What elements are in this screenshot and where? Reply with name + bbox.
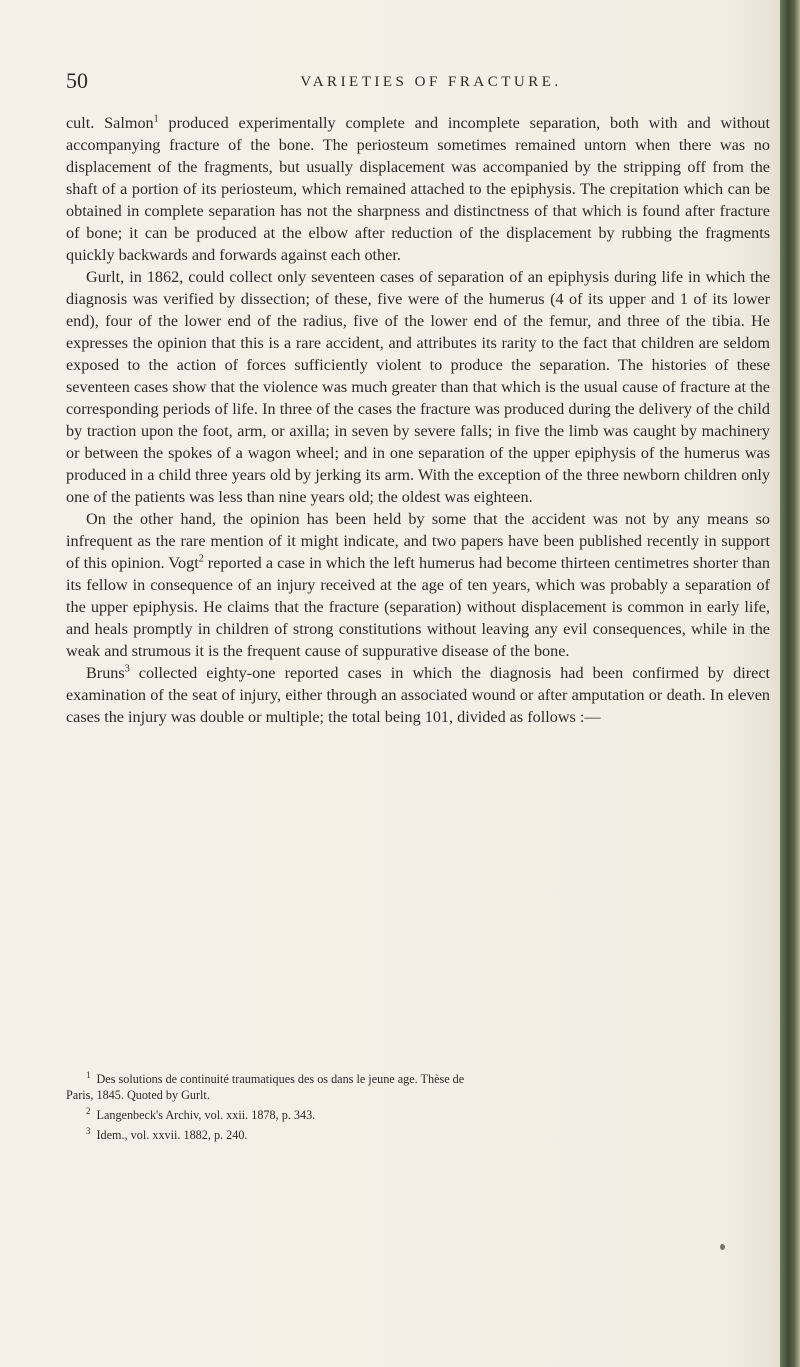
paragraph-2: Gurlt, in 1862, could collect only seventeen cases of separation of an epiphysis during life in which the diagnosis was verified by dissection; of these, five were of the humerus (4 of its upper and 1 of its lower end), four of the lower end of the radius, five of the lower end of the femur, and three of the tibia. He expresses the opinion that this is a rare accident, and attributes its rarity to the fact that children are seldom exposed to the action of forces sufficiently violent to produce the separation. The histories of these seventeen cases show that the violence was much greater than that which is the usual cause of fracture at the corresponding periods of life. In three of the cases the fracture was produced during the delivery of the child by traction upon the foot, arm, or axilla; in seven by severe falls; in five the limb was caught by machinery or between the spokes of a wagon wheel; and in one separation of the upper epiphysis of the humerus was produced in a child three years old by jerking its arm. With the exception of the three newborn children only one of the patients was less than nine years old; the oldest was eighteen. bbox=[66, 268, 770, 506]
page-number: 50 bbox=[66, 68, 88, 93]
paragraph-3-text-a: On the other hand, the opinion has been held by some that the accident was not by any means so infrequent as the rare mention of it might indicate, and two papers have been published recently in support of this opinion. Vogt bbox=[66, 510, 770, 572]
footnote-2-text: Langenbeck's Archiv, vol. xxii. 1878, p. 343. bbox=[96, 1108, 316, 1123]
footnote-ref-1: 1 bbox=[153, 113, 159, 125]
page-header bbox=[66, 68, 766, 98]
footnote-ref-2: 2 bbox=[198, 553, 204, 565]
paragraph-3-text-b: reported a case in which the left humerus had become thirteen centimetres shorter than its fellow in consequence of an injury received at the age of ten years, which was probably a separation of the upper epiphysis. He claims that the fracture (separation) without displacement is common in early life, and heals promptly in children of strong constitutions without leaving any evil consequences, while in the weak and strumous it is the frequent cause of suppurative disease of the bone. bbox=[66, 554, 770, 660]
paragraph-1-text-a: cult. Salmon bbox=[66, 114, 154, 132]
paragraph-4 bbox=[66, 662, 770, 728]
footnote-1-continuation: Paris, 1845. Quoted by Gurlt. bbox=[66, 1088, 210, 1103]
book-spine-edge bbox=[780, 0, 800, 1367]
footnote-3-text: Idem., vol. xxvii. 1882, p. 240. bbox=[96, 1128, 248, 1143]
footnote-2 bbox=[66, 1103, 770, 1123]
body-text bbox=[66, 112, 770, 728]
paragraph-1 bbox=[66, 112, 770, 266]
paragraph-1-text-b: produced experimentally complete and incomplete separation, both with and without accompanying fracture of the bone. The periosteum sometimes remained untorn when there was no displacement of the fragments, but usually displacement was accompanied by the stripping off from the shaft of a portion of its periosteum, which remained attached to the epiphysis. The crepitation which can be obtained in complete separation has not the sharpness and distinctness of that which is found after fracture of bone; it can be produced at the elbow after reduction of the displacement by rubbing the fragments quickly backwards and forwards against each other. bbox=[66, 114, 770, 264]
footnote-3-mark: 3 bbox=[86, 1126, 91, 1137]
paragraph-4-text-a: Bruns bbox=[86, 664, 125, 682]
footnote-1-text: Des solutions de continuité traumatiques des os dans le jeune age. Thèse de bbox=[96, 1072, 465, 1087]
footnote-ref-3: 3 bbox=[124, 663, 130, 675]
footnote-2-mark: 2 bbox=[86, 1106, 91, 1117]
footnote-1-mark: 1 bbox=[86, 1070, 91, 1080]
paragraph-3 bbox=[66, 508, 770, 662]
paragraph-4-text-b: collected eighty-one reported cases in which the diagnosis had been confirmed by direct examination of the seat of injury, either through an associated wound or after amputation or death. In eleven cases the injury was double or multiple; the total being 101, divided as follows :— bbox=[66, 664, 770, 726]
ink-speck bbox=[720, 1244, 725, 1250]
footnote-3 bbox=[66, 1123, 770, 1143]
footnote-1 bbox=[66, 1067, 770, 1087]
footnotes bbox=[66, 1067, 770, 1143]
running-title: VARIETIES OF FRACTURE. bbox=[300, 74, 562, 90]
